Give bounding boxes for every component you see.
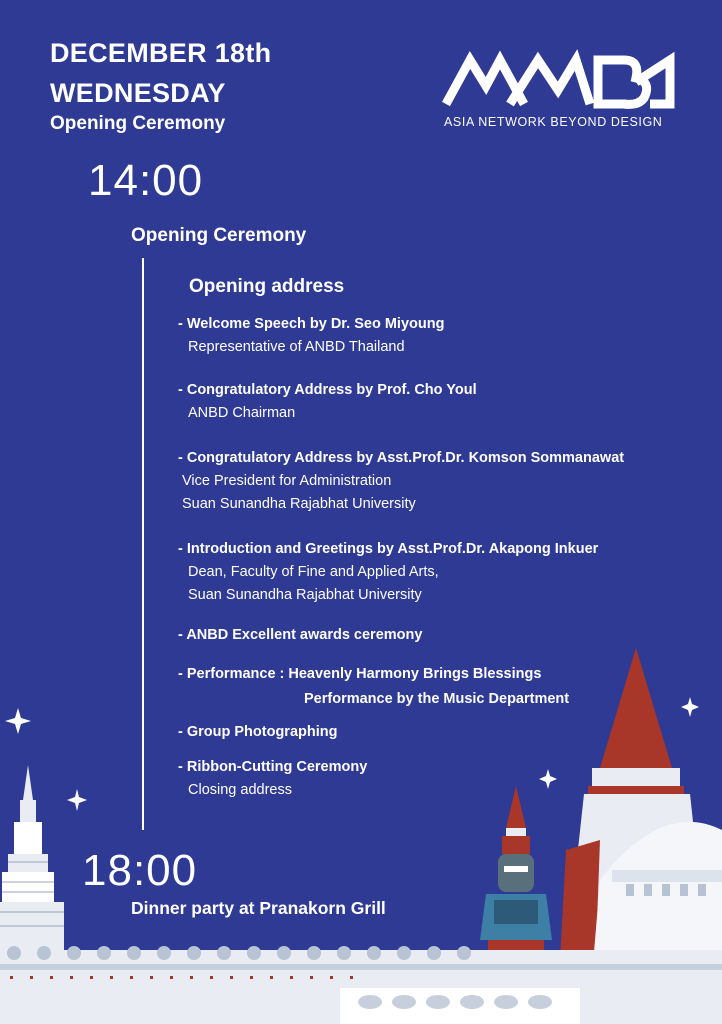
item-heading: - Introduction and Greetings by Asst.Prof.Dr. Akapong Inkuer (178, 541, 599, 557)
giant-guardian-statue (480, 786, 552, 962)
item-heading: - Welcome Speech by Dr. Seo Miyoung (178, 316, 445, 332)
item-detail: ANBD Chairman (188, 405, 296, 421)
white-dome-building (588, 822, 722, 1024)
item-heading: - Group Photographing (178, 724, 338, 740)
item-heading: - Ribbon-Cutting Ceremony (178, 759, 368, 775)
item-detail: Closing address (188, 782, 292, 798)
event-date (50, 33, 271, 113)
item-heading: - Performance : Heavenly Harmony Brings Blessings (178, 666, 542, 682)
schedule-item (178, 663, 569, 711)
dinner-time: 18:00 (82, 846, 198, 895)
palace-wall-with-elephants (0, 946, 722, 1024)
start-time: 14:00 (88, 156, 204, 205)
page-subtitle: Opening Ceremony (50, 113, 226, 134)
timeline-line (142, 258, 144, 830)
weekday-line: WEDNESDAY (50, 78, 226, 108)
item-detail: Representative of ANBD Thailand (188, 339, 405, 355)
dinner-label: Dinner party at Pranakorn Grill (131, 898, 386, 918)
subsection-title: Opening address (189, 276, 345, 297)
item-detail: Suan Sunandha Rajabhat University (188, 587, 422, 603)
schedule-item (178, 379, 477, 425)
item-detail: Suan Sunandha Rajabhat University (182, 496, 416, 512)
item-detail: Dean, Faculty of Fine and Applied Arts, (188, 564, 439, 580)
schedule-item (178, 756, 367, 802)
schedule-item (178, 538, 598, 607)
schedule-item (178, 721, 337, 744)
item-heading: - ANBD Excellent awards ceremony (178, 627, 423, 643)
red-spire-temple (560, 648, 708, 960)
item-heading: - Congratulatory Address by Prof. Cho Youl (178, 382, 477, 398)
item-detail: Performance by the Music Department (304, 691, 570, 707)
white-stupa (0, 765, 64, 950)
schedule-item (178, 313, 444, 359)
section-title: Opening Ceremony (131, 225, 307, 246)
schedule-item (178, 447, 624, 516)
item-heading: - Congratulatory Address by Asst.Prof.Dr. Komson Sommanawat (178, 450, 625, 466)
anbd-logo (440, 48, 680, 114)
anbd-logo-mark (440, 48, 676, 114)
schedule-item (178, 624, 422, 647)
item-detail: Vice President for Administration (182, 473, 392, 489)
date-line: DECEMBER 18th (50, 38, 272, 68)
logo-caption: ASIA NETWORK BEYOND DESIGN (444, 115, 663, 129)
